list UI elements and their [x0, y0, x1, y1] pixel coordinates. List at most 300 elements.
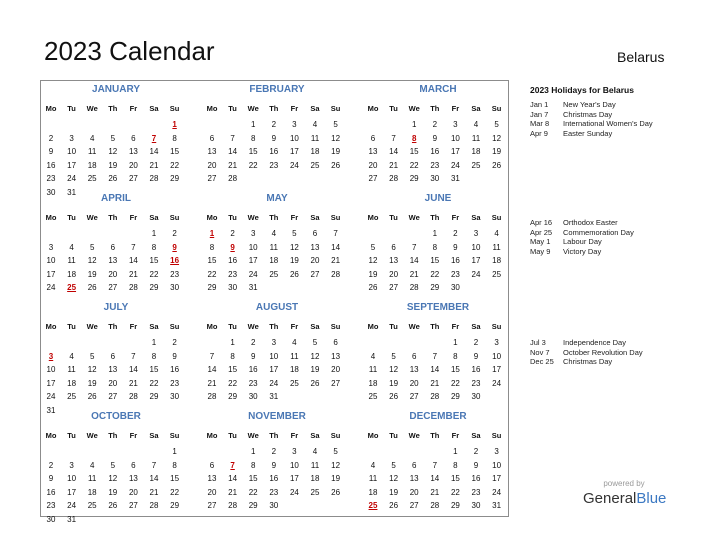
- calendar-day: 12: [368, 256, 378, 266]
- calendar-day: 5: [110, 460, 116, 470]
- weekday-header: Sa: [149, 213, 159, 222]
- calendar-day: 17: [289, 474, 299, 484]
- weekday-header: Mo: [206, 104, 218, 113]
- weekday-header: Th: [269, 431, 279, 440]
- holiday-name: Easter Sunday: [563, 128, 613, 138]
- holiday-row: [530, 357, 700, 367]
- calendar-day: 28: [149, 501, 159, 511]
- calendar-day: 11: [471, 133, 481, 143]
- calendar-day: 16: [430, 147, 440, 157]
- calendar-day: 14: [149, 474, 159, 484]
- weekday-header: Fr: [129, 104, 138, 113]
- calendar-day: 21: [331, 256, 341, 266]
- weekday-header: Mo: [367, 213, 379, 222]
- brand-name: [583, 490, 666, 507]
- calendar-day: 23: [450, 269, 460, 279]
- calendar-day: 25: [289, 378, 299, 388]
- calendar-day: 4: [370, 460, 376, 470]
- calendar-day: 5: [391, 351, 396, 361]
- calendar-day: 22: [170, 160, 180, 170]
- calendar-day: 12: [331, 133, 341, 143]
- calendar-day: 16: [228, 256, 238, 266]
- calendar-day: 17: [450, 147, 460, 157]
- calendar-day: 13: [207, 147, 217, 157]
- weekday-header: We: [247, 322, 259, 331]
- calendar-day: 26: [389, 392, 399, 402]
- calendar-day: 13: [310, 242, 320, 252]
- calendar-day: 14: [430, 365, 440, 375]
- holiday-day: 25: [67, 283, 77, 293]
- weekday-header: Th: [269, 213, 279, 222]
- calendar-day: 15: [450, 365, 460, 375]
- weekday-header: Su: [330, 322, 341, 331]
- weekday-header: Tu: [67, 213, 76, 222]
- weekday-header: Su: [491, 213, 502, 222]
- weekday-header: Tu: [228, 431, 237, 440]
- calendar-day: 26: [331, 487, 341, 497]
- calendar-day: 25: [368, 392, 378, 402]
- holiday-day: 25: [368, 501, 378, 511]
- calendar-day: 21: [207, 378, 217, 388]
- calendar-day: 26: [87, 392, 97, 402]
- weekday-header: Mo: [367, 431, 379, 440]
- calendar-day: 27: [368, 174, 378, 184]
- weekday-header: Th: [430, 213, 440, 222]
- calendar-day: 2: [473, 338, 479, 347]
- calendar-day: 6: [131, 460, 136, 470]
- calendar-day: 30: [46, 515, 56, 524]
- calendar-day: 22: [228, 378, 238, 388]
- calendar-day: 21: [128, 269, 138, 279]
- calendar-day: 10: [471, 242, 481, 252]
- calendar-day: 29: [450, 392, 460, 402]
- calendar-day: 3: [453, 120, 458, 129]
- calendar-day: 29: [450, 501, 460, 511]
- weekday-header: Su: [169, 431, 180, 440]
- calendar-day: 26: [389, 501, 399, 511]
- calendar-day: 30: [471, 501, 481, 511]
- calendar-day: 28: [228, 501, 238, 511]
- calendar-day: 26: [87, 283, 97, 293]
- calendar-day: 12: [87, 365, 97, 375]
- calendar-day: 1: [151, 338, 157, 347]
- calendar-day: 19: [289, 256, 299, 266]
- calendar-day: 2: [172, 229, 177, 238]
- calendar-day: 27: [207, 501, 217, 511]
- calendar-day: 16: [46, 487, 56, 497]
- calendar-day: 11: [88, 474, 97, 484]
- calendar-day: 14: [228, 474, 238, 484]
- holiday-date: Jan 1: [530, 100, 549, 109]
- calendar-day: 17: [471, 256, 481, 266]
- weekday-header: Tu: [389, 431, 398, 440]
- calendar-day: 10: [289, 133, 299, 143]
- calendar-day: 6: [333, 338, 338, 347]
- calendar-day: 27: [389, 283, 399, 293]
- calendar-day: 6: [391, 242, 396, 252]
- calendar-day: 20: [128, 487, 138, 497]
- calendar-day: 1: [172, 447, 177, 456]
- calendar-day: 5: [494, 120, 499, 129]
- calendar-day: 8: [453, 351, 458, 361]
- calendar-day: 16: [471, 474, 481, 484]
- calendar-day: 14: [430, 474, 440, 484]
- calendar-day: 5: [312, 338, 318, 347]
- calendar-day: 10: [450, 133, 460, 143]
- calendar-day: 17: [269, 365, 279, 375]
- calendar-day: 17: [46, 269, 56, 279]
- calendar-day: 30: [471, 392, 481, 402]
- calendar-day: 9: [453, 242, 458, 252]
- calendar-day: 3: [69, 133, 74, 143]
- weekday-header: Fr: [129, 213, 138, 222]
- holiday-date: May 9: [530, 246, 551, 256]
- calendar-day: 7: [432, 351, 438, 361]
- calendar-day: 30: [430, 174, 440, 184]
- calendar-day: 22: [207, 269, 217, 279]
- calendar-day: 2: [48, 133, 54, 143]
- calendar-day: 4: [312, 447, 318, 456]
- calendar-day: 21: [128, 378, 138, 388]
- calendar-day: 6: [370, 133, 376, 143]
- holiday-row: [530, 119, 700, 129]
- calendar-day: 16: [46, 160, 56, 170]
- calendar-day: 30: [170, 283, 180, 293]
- calendar-day: 20: [108, 269, 118, 279]
- calendar-day: 24: [450, 160, 460, 170]
- weekday-header: Mo: [206, 322, 218, 331]
- holiday-date: May 1: [530, 237, 551, 247]
- calendar-day: 16: [269, 147, 279, 157]
- calendar-day: 9: [473, 460, 479, 470]
- calendar-day: 27: [128, 501, 138, 511]
- weekday-header: Th: [269, 104, 279, 113]
- calendar-day: 16: [269, 474, 279, 484]
- holiday-row: [530, 237, 700, 247]
- holiday-day: 9: [230, 242, 235, 252]
- month-name: NOVEMBER: [248, 411, 306, 422]
- holiday-group: [530, 100, 700, 138]
- calendar-day: 18: [87, 160, 97, 170]
- calendar-day: 2: [271, 120, 277, 129]
- calendar-day: 7: [151, 460, 157, 470]
- calendar-day: 30: [269, 501, 279, 511]
- calendar-day: 6: [411, 351, 417, 361]
- calendar-day: 7: [391, 133, 396, 143]
- holiday-name: Christmas Day: [563, 109, 613, 119]
- calendar-day: 19: [108, 487, 118, 497]
- holiday-date: Apr 16: [530, 218, 553, 227]
- calendar-day: 4: [473, 120, 479, 129]
- calendar-day: 14: [128, 256, 138, 266]
- weekday-header: We: [86, 213, 98, 222]
- holiday-day: 7: [230, 460, 235, 470]
- holiday-name: New Year's Day: [563, 100, 616, 109]
- calendar-day: 7: [131, 242, 136, 252]
- calendar-day: 20: [389, 269, 399, 279]
- calendar-day: 4: [494, 229, 499, 238]
- calendar-day: 17: [46, 378, 56, 388]
- calendar-day: 22: [248, 487, 258, 497]
- calendar-day: 21: [409, 269, 419, 279]
- holiday-date: Jan 7: [530, 109, 549, 119]
- calendar-day: 29: [170, 174, 180, 184]
- calendar-day: 14: [149, 147, 159, 157]
- calendar-day: 11: [310, 460, 320, 470]
- calendar-day: 27: [310, 269, 320, 279]
- calendar-day: 8: [172, 133, 177, 143]
- calendar-day: 9: [250, 351, 256, 361]
- weekday-header: Sa: [149, 322, 159, 331]
- calendar-day: 26: [492, 160, 502, 170]
- weekday-header: Th: [108, 322, 118, 331]
- weekday-header: Su: [491, 322, 502, 331]
- calendar-day: 18: [310, 147, 320, 157]
- weekday-header: Tu: [389, 322, 398, 331]
- holiday-date: Mar 8: [530, 119, 550, 129]
- weekday-header: We: [408, 322, 420, 331]
- weekday-header: Su: [169, 104, 180, 113]
- calendar-day: 29: [149, 283, 159, 293]
- calendar-day: 22: [450, 378, 460, 388]
- weekday-header: Th: [430, 322, 440, 331]
- calendar-day: 29: [149, 392, 159, 402]
- calendar-day: 5: [89, 242, 95, 252]
- holidays-title: 2023 Holidays for Belarus: [530, 85, 634, 95]
- country-label: Belarus: [617, 49, 665, 65]
- calendar-day: 21: [389, 160, 399, 170]
- holiday-date: Apr 9: [530, 128, 548, 138]
- calendar-day: 26: [331, 160, 341, 170]
- calendar-day: 3: [271, 338, 277, 347]
- calendar-day: 15: [207, 256, 217, 266]
- calendar-day: 15: [228, 365, 238, 375]
- calendar-day: 11: [290, 351, 299, 361]
- weekday-header: Fr: [451, 431, 460, 440]
- weekday-header: Su: [169, 213, 180, 222]
- calendar-day: 9: [432, 133, 438, 143]
- calendar-day: 8: [453, 460, 458, 470]
- holiday-day: 7: [151, 133, 157, 143]
- calendar-day: 12: [331, 460, 341, 470]
- month-name: FEBRUARY: [249, 84, 305, 95]
- holiday-row: [530, 218, 700, 228]
- calendar-day: 8: [172, 460, 177, 470]
- calendar-day: 17: [67, 160, 77, 170]
- weekday-header: Mo: [45, 104, 57, 113]
- calendar-day: 17: [289, 147, 299, 157]
- calendar-day: 30: [248, 392, 258, 402]
- calendar-day: 6: [131, 133, 136, 143]
- calendar-day: 5: [333, 447, 338, 456]
- weekday-header: Mo: [367, 104, 379, 113]
- weekday-header: Fr: [451, 213, 460, 222]
- calendar-day: 30: [170, 392, 180, 402]
- calendar-day: 10: [248, 242, 258, 252]
- calendar-day: 22: [409, 160, 419, 170]
- calendar-day: 23: [46, 501, 56, 511]
- calendar-day: 16: [450, 256, 460, 266]
- weekday-header: Mo: [45, 431, 57, 440]
- calendar-day: 22: [430, 269, 440, 279]
- calendar-day: 19: [368, 269, 378, 279]
- calendar-day: 26: [310, 378, 320, 388]
- month-name: MAY: [266, 193, 288, 204]
- calendar-day: 28: [409, 283, 419, 293]
- calendar-day: 6: [411, 460, 417, 470]
- calendar-day: 5: [333, 120, 338, 129]
- weekday-header: Sa: [471, 213, 481, 222]
- calendar-day: 9: [271, 460, 277, 470]
- calendar-day: 24: [67, 501, 77, 511]
- calendar-day: 17: [492, 474, 502, 484]
- calendar-day: 25: [310, 487, 320, 497]
- calendar-day: 26: [368, 283, 378, 293]
- weekday-header: Th: [430, 104, 440, 113]
- calendar-day: 23: [170, 269, 180, 279]
- calendar-day: 13: [108, 365, 118, 375]
- calendar-day: 11: [88, 147, 97, 157]
- weekday-header: We: [247, 104, 259, 113]
- weekday-header: Su: [330, 213, 341, 222]
- calendar-day: 5: [110, 133, 116, 143]
- weekday-header: Tu: [67, 322, 76, 331]
- weekday-header: Sa: [310, 213, 320, 222]
- calendar-day: 6: [110, 242, 116, 252]
- holiday-day: 9: [172, 242, 177, 252]
- calendar-day: 27: [108, 392, 118, 402]
- calendar-day: 16: [471, 365, 481, 375]
- calendar-day: 10: [492, 460, 502, 470]
- calendar-day: 8: [209, 242, 215, 252]
- calendar-day: 15: [248, 147, 258, 157]
- holiday-name: Independence Day: [563, 338, 626, 347]
- calendar-day: 24: [248, 269, 258, 279]
- calendar-day: 13: [128, 474, 138, 484]
- calendar-day: 10: [492, 351, 502, 361]
- calendar-day: 3: [494, 447, 499, 456]
- holiday-name: International Women's Day: [563, 119, 653, 129]
- month-name: JUNE: [424, 193, 452, 204]
- calendar-day: 24: [492, 378, 502, 388]
- calendar-day: 23: [471, 487, 481, 497]
- calendar-day: 29: [430, 283, 440, 293]
- calendar-day: 7: [333, 229, 338, 238]
- calendar-day: 13: [389, 256, 399, 266]
- brand-name-general: General: [583, 490, 637, 507]
- calendar-day: 31: [46, 406, 56, 415]
- holiday-row: [530, 247, 700, 257]
- calendar-day: 20: [409, 378, 419, 388]
- calendar-day: 9: [48, 474, 54, 484]
- calendar-day: 26: [108, 501, 118, 511]
- calendar-day: 21: [228, 487, 238, 497]
- month-name: JANUARY: [92, 84, 140, 95]
- calendar-day: 22: [450, 487, 460, 497]
- month-name: APRIL: [101, 193, 131, 204]
- calendar-day: 10: [46, 365, 56, 375]
- weekday-header: Fr: [129, 431, 138, 440]
- weekday-header: Su: [491, 431, 502, 440]
- calendar-day: 31: [67, 188, 77, 197]
- calendar-day: 9: [271, 133, 277, 143]
- calendar-day: 14: [228, 147, 238, 157]
- calendar-day: 19: [310, 365, 320, 375]
- holiday-date: Jul 3: [530, 338, 546, 347]
- weekday-header: Fr: [451, 104, 460, 113]
- weekday-header: Tu: [67, 104, 76, 113]
- calendar-day: 22: [170, 487, 180, 497]
- calendar-day: 18: [492, 256, 502, 266]
- calendar-day: 5: [292, 229, 297, 238]
- calendar-day: 31: [248, 283, 258, 293]
- calendar-day: 8: [230, 351, 235, 361]
- calendar-day: 11: [67, 256, 76, 266]
- calendar-day: 30: [46, 188, 56, 197]
- calendar-day: 10: [269, 351, 279, 361]
- calendar-day: 14: [207, 365, 217, 375]
- weekday-header: Fr: [290, 431, 299, 440]
- calendar-day: 24: [492, 487, 502, 497]
- calendar-day: 20: [310, 256, 320, 266]
- calendar-day: 25: [87, 174, 97, 184]
- calendar-day: 12: [492, 133, 502, 143]
- calendar-day: 9: [172, 351, 177, 361]
- calendar-day: 5: [391, 460, 396, 470]
- calendar-day: 10: [67, 474, 77, 484]
- calendar-day: 23: [430, 160, 440, 170]
- weekday-header: Th: [108, 431, 118, 440]
- calendar-day: 15: [248, 474, 258, 484]
- holiday-row: [530, 100, 700, 110]
- calendar-day: 15: [149, 256, 159, 266]
- calendar-day: 2: [250, 338, 256, 347]
- calendar-day: 4: [69, 242, 74, 252]
- weekday-header: Mo: [45, 322, 57, 331]
- calendar-day: 13: [108, 256, 118, 266]
- calendar-day: 13: [128, 147, 138, 157]
- weekday-header: Sa: [471, 431, 481, 440]
- calendar-day: 18: [310, 474, 320, 484]
- calendar-day: 14: [409, 256, 419, 266]
- weekday-header: Th: [430, 431, 440, 440]
- calendar-day: 11: [67, 365, 76, 375]
- month-name: JULY: [103, 302, 129, 313]
- calendar-day: 31: [269, 392, 279, 402]
- calendar-day: 24: [269, 378, 279, 388]
- calendar-day: 12: [389, 365, 399, 375]
- calendar-day: 14: [389, 147, 399, 157]
- calendar-day: 11: [269, 242, 278, 252]
- calendar-day: 26: [289, 269, 299, 279]
- calendar-day: 18: [471, 147, 481, 157]
- calendar-day: 8: [432, 242, 438, 252]
- calendar-day: 8: [151, 351, 157, 361]
- calendar-day: 12: [389, 474, 399, 484]
- calendar-day: 24: [46, 283, 56, 293]
- calendar-day: 31: [492, 501, 502, 511]
- calendar-day: 24: [289, 487, 299, 497]
- calendar-day: 18: [368, 378, 378, 388]
- calendar-day: 19: [87, 269, 97, 279]
- holiday-name: Christmas Day: [563, 357, 613, 367]
- holiday-row: [530, 348, 700, 358]
- calendar-day: 25: [269, 269, 279, 279]
- calendar-grid: [40, 80, 509, 524]
- calendar-day: 23: [269, 487, 279, 497]
- weekday-header: Tu: [389, 213, 398, 222]
- calendar-day: 27: [128, 174, 138, 184]
